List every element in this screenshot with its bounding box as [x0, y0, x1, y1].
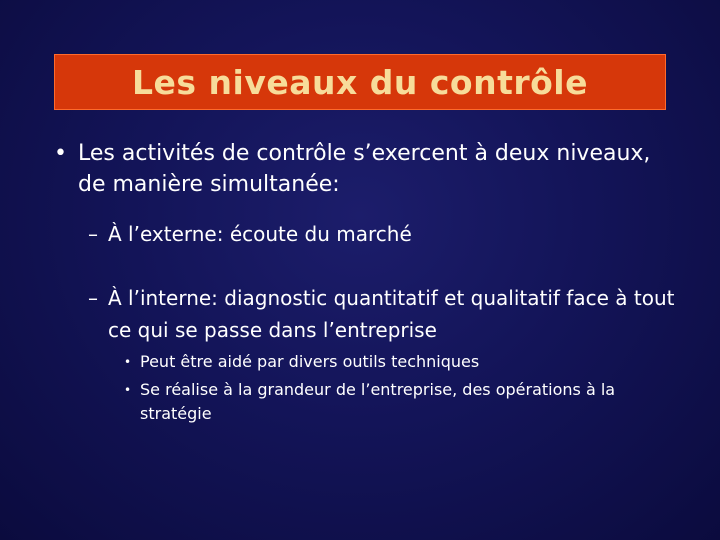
slide-title: Les niveaux du contrôle: [131, 62, 589, 102]
sub-bullet-item: [88, 282, 688, 346]
bullet-text: Les activités de contrôle s’exercent à deux niveaux, de manière simultanée:: [78, 141, 651, 197]
sub-bullet-text: À l’interne: diagnostic quantitatif et qualitatif face à tout ce qui se passe dans l’entreprise: [108, 286, 675, 342]
sub-bullet-marker: –: [88, 222, 98, 246]
bullet-marker: •: [54, 141, 67, 166]
sub-bullet-item: [88, 218, 688, 250]
bullet-item: [54, 138, 674, 200]
sub-bullet-text: À l’externe: écoute du marché: [108, 222, 412, 246]
sub-sub-bullet-item: [124, 350, 624, 374]
sub-sub-bullet-marker: •: [124, 355, 132, 369]
sub-sub-bullet-marker: •: [124, 383, 132, 397]
sub-sub-bullet-text: Se réalise à la grandeur de l’entreprise, des opérations à la stratégie: [140, 380, 616, 423]
sub-sub-bullet-item: [124, 378, 624, 426]
sub-bullet-marker: –: [88, 286, 98, 310]
sub-sub-bullet-text: Peut être aidé par divers outils techniques: [140, 352, 480, 371]
